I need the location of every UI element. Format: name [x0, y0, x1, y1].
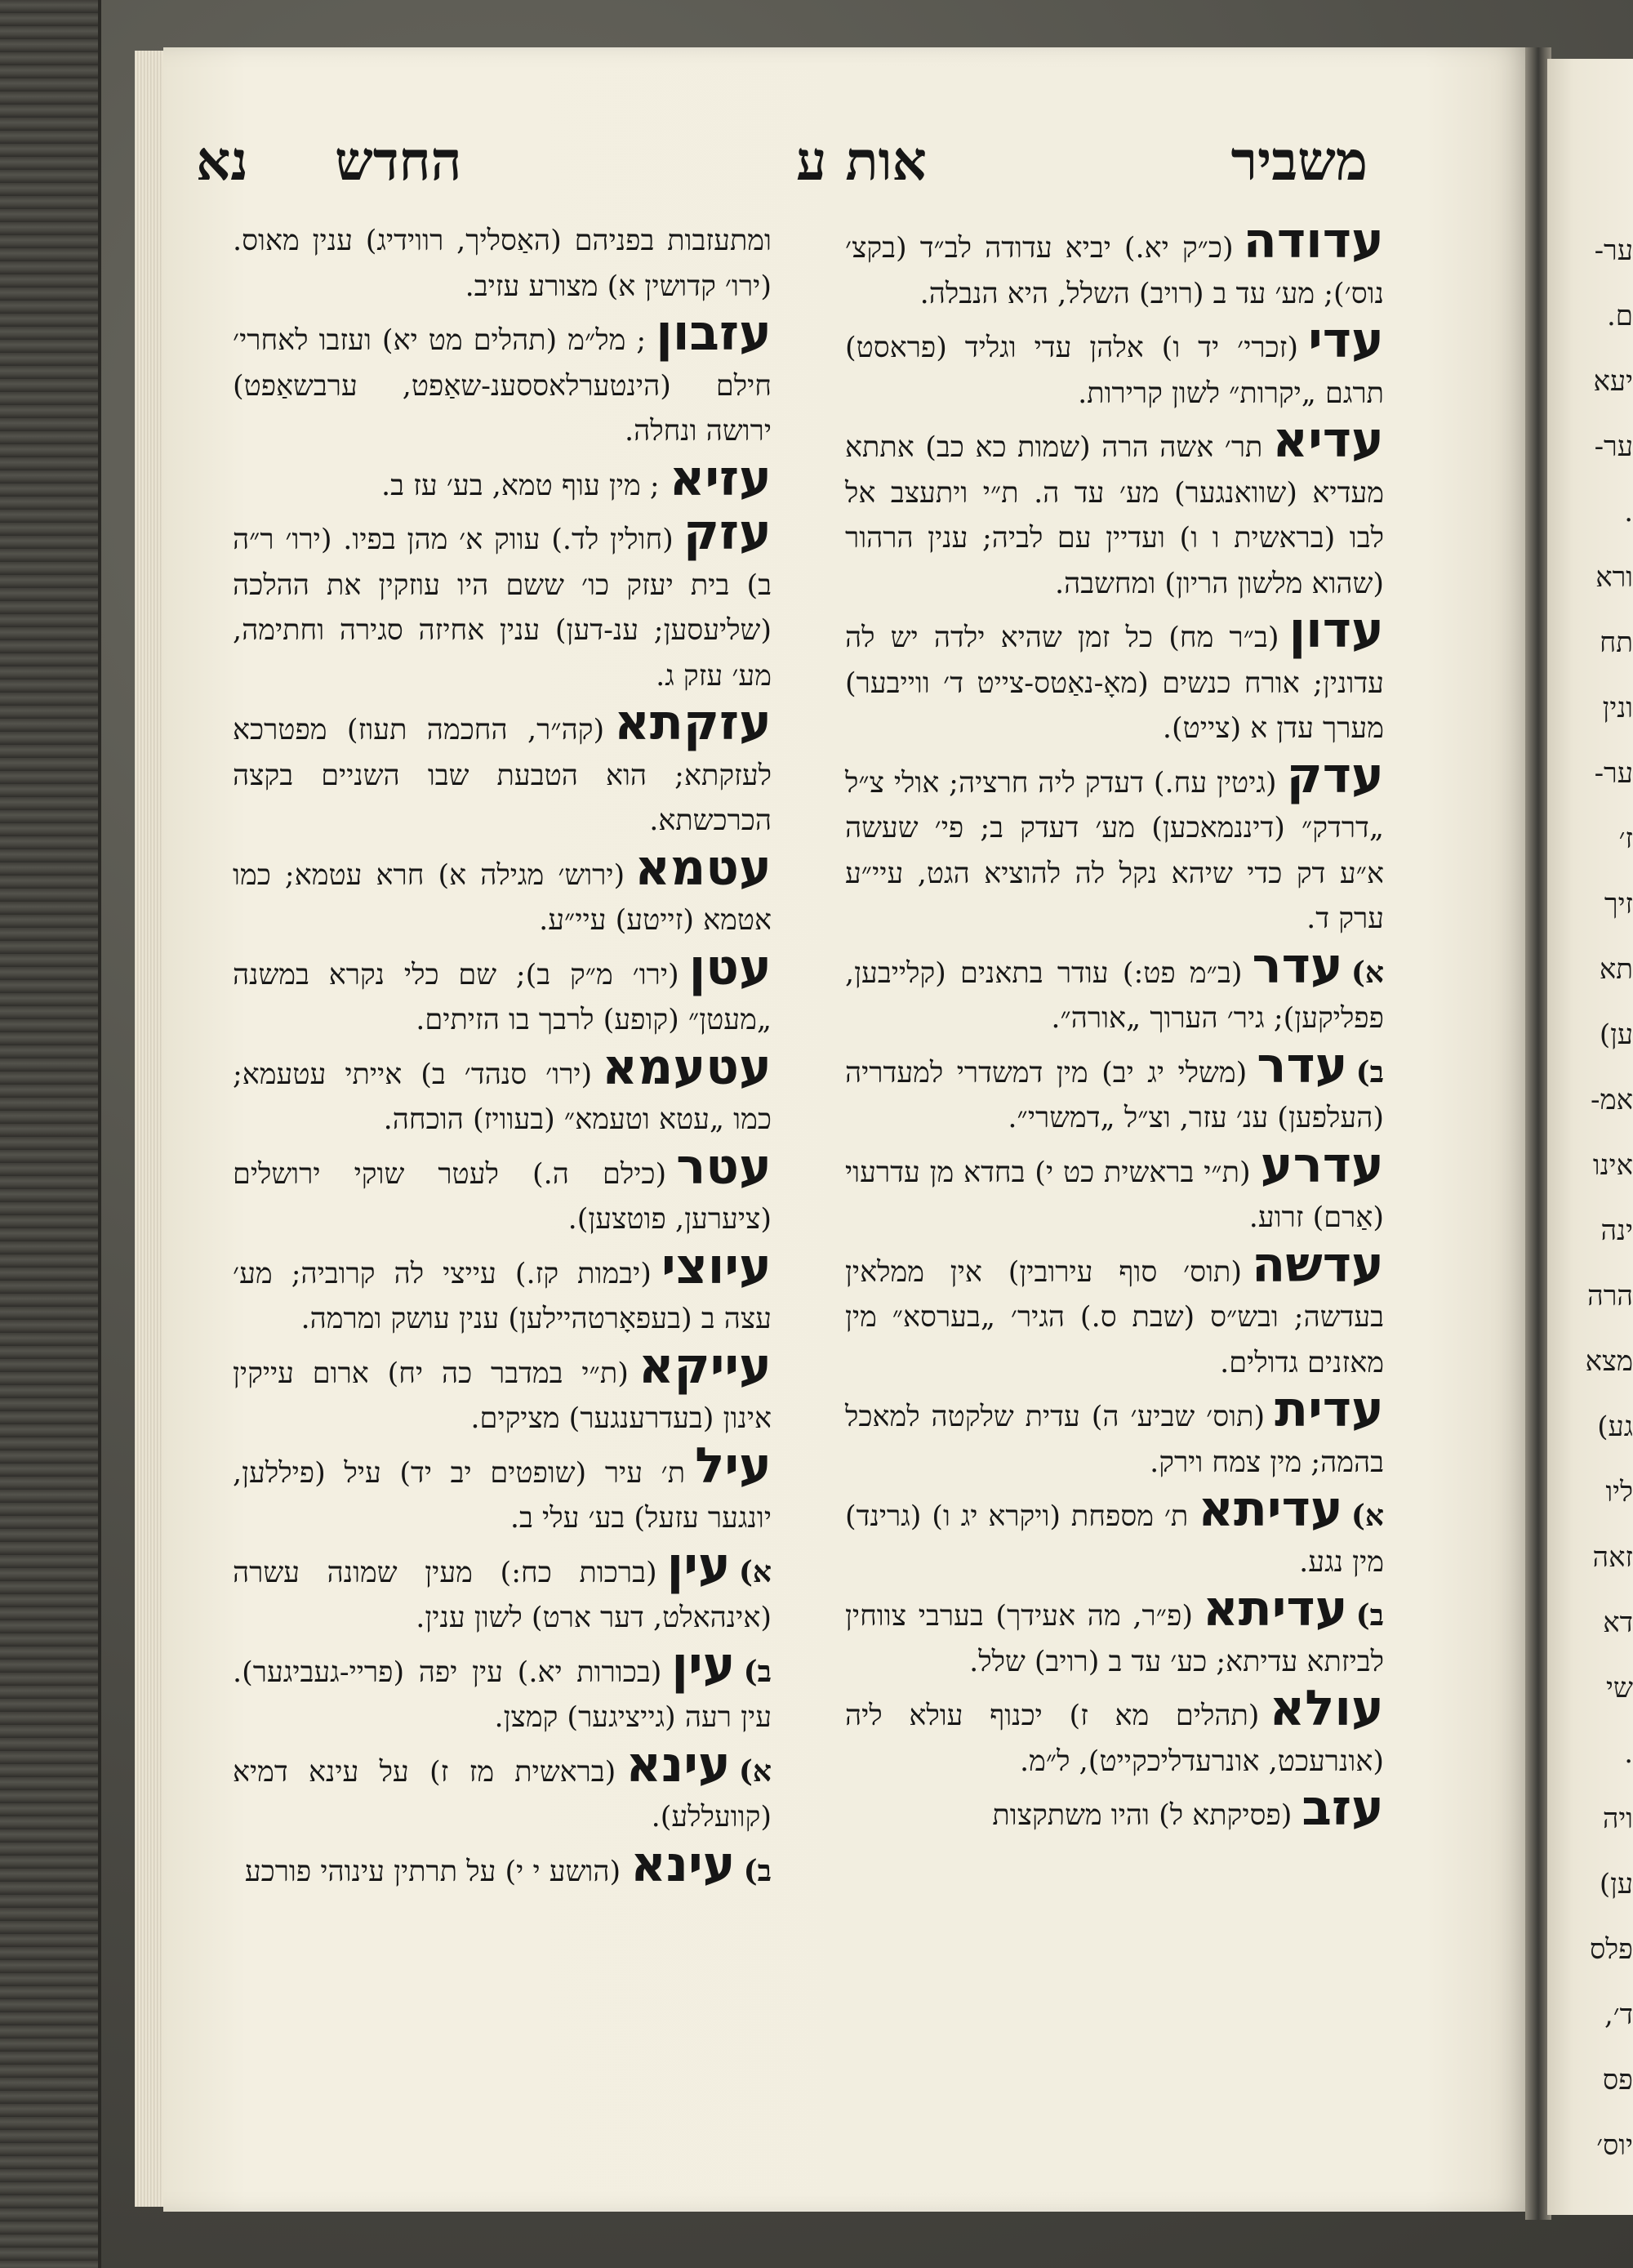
facing-page-fragment: תח	[1600, 626, 1633, 659]
dictionary-entry	[845, 746, 1384, 942]
dictionary-entry	[233, 694, 772, 844]
dictionary-entry	[845, 1481, 1384, 1585]
facing-page-fragment: דא	[1603, 1606, 1633, 1639]
entry-headword: עטן	[688, 938, 772, 996]
header-right: משביר	[1230, 129, 1368, 193]
facing-page-fragment: .	[1624, 1737, 1633, 1770]
entry-definition: ומתעזבות בפניהם (האַסליך, רווידיג) ענין מאוס. (ירו׳ קדושין א) מצורע עזיב.	[233, 225, 772, 303]
dictionary-entry	[233, 839, 772, 944]
entry-headword: עדית	[1275, 1381, 1384, 1438]
dictionary-entry	[845, 1381, 1384, 1486]
entry-headword: עולא	[1269, 1680, 1384, 1737]
page-number: נא	[196, 129, 248, 193]
facing-page-fragment: ונין	[1602, 692, 1633, 724]
dictionary-entry	[233, 1536, 772, 1642]
entry-definition: (ב״ר מח) כל זמן שהיא ילדה יש לה עדונין; אורח כנשים (מאָ-נאַטס-צייט ד׳ ווייבער) מערך עדן א (צייט).	[845, 622, 1384, 745]
facing-page-fragment: גע)	[1597, 1410, 1633, 1443]
entry-number: א)	[738, 1753, 772, 1789]
dictionary-entry	[233, 1636, 772, 1741]
dictionary-entry	[845, 1036, 1384, 1142]
entry-number: ב)	[1355, 1598, 1384, 1633]
facing-page-fragment: ורא	[1595, 561, 1633, 594]
entry-headword: עיל	[695, 1437, 772, 1495]
right-column	[845, 212, 1384, 1841]
facing-page-fragment: ען)	[1599, 1868, 1633, 1900]
entry-number: א)	[1350, 1499, 1384, 1533]
entry-definition: (ברכות כח:) מעין שמונה עשרה (אינהאלט, דער ארט) לשון ענין.	[233, 1556, 772, 1634]
entry-definition: (בכורות יא.) עין יפה (פריי-געביגער). עין רעה (גייציגער) קמצן.	[233, 1655, 772, 1734]
entry-number: ב)	[1355, 1054, 1384, 1089]
facing-page-edge	[1547, 59, 1633, 2215]
entry-headword: עיוצי	[661, 1237, 772, 1295]
entry-headword: עטמא	[634, 839, 772, 897]
dictionary-entry	[233, 1337, 772, 1442]
dictionary-entry	[845, 1580, 1384, 1685]
facing-page-fragment: ז׳	[1618, 822, 1633, 855]
entry-headword: עדרע	[1260, 1136, 1384, 1194]
entry-definition: (ירוש׳ מגילה א) חרא עטמא; כמו אטמא (זייטע) עיי״ע.	[233, 858, 772, 937]
entry-definition: (בראשית מז ז) על עינא דמיא (קוועללע).	[233, 1755, 772, 1834]
dictionary-entry	[845, 937, 1384, 1042]
facing-page-fragment: מצא	[1585, 1345, 1633, 1378]
facing-page-fragment: פס	[1602, 2064, 1633, 2096]
facing-page-fragment: שי	[1606, 1672, 1633, 1704]
entry-headword: עטעמא	[602, 1038, 772, 1096]
entry-definition: (תוס׳ סוף עירובין) אין ממלאין בעדשה; ובש״ס (שבת ס.) הגיר׳ „בערסא״ מין מאזנים גדולים.	[845, 1255, 1384, 1379]
entry-headword: עזב	[1302, 1780, 1384, 1837]
entry-headword: עזק	[683, 504, 772, 561]
dictionary-entry	[233, 219, 772, 310]
facing-page-fragment: ען)	[1599, 1018, 1633, 1051]
entry-headword: עדיתא	[1198, 1481, 1343, 1538]
dictionary-entry	[233, 938, 772, 1044]
entry-headword: עינא	[630, 1835, 736, 1893]
dictionary-entry	[845, 312, 1384, 417]
entry-headword: עזקתא	[614, 694, 772, 751]
entry-headword: עדיא	[1272, 412, 1384, 469]
dictionary-entry	[845, 1680, 1384, 1785]
facing-page-fragment: ער-	[1594, 234, 1633, 267]
dictionary-entry	[233, 1835, 772, 1896]
page-edges	[135, 51, 167, 2207]
facing-page-fragment: אינו	[1592, 1149, 1633, 1182]
header-left: החדש	[335, 129, 462, 193]
facing-page-fragment: אמ-	[1590, 1084, 1633, 1116]
entry-definition: (כ״ק יא.) יביא עדודה לב״ד (בקצ׳ נוס׳); מע׳ עד ב (רויב) השלל, היא הנבלה.	[845, 232, 1384, 310]
entry-definition: (ירו׳ סנהד׳ ב) אייתי עטעמא; כמו „עטא וטעמא״ (בעוויז) הוכחה.	[233, 1058, 772, 1136]
facing-page-fragment: ד׳,	[1604, 1998, 1633, 2031]
dictionary-entry	[233, 1437, 772, 1542]
entry-headword: עין	[666, 1536, 731, 1594]
facing-page-fragment: הרה	[1587, 1280, 1633, 1312]
facing-page-fragment: יוס׳	[1596, 2129, 1633, 2162]
entry-headword: עדון	[1288, 602, 1384, 659]
entry-definition: (משלי יג יב) מין דמשדרי למעדריה (העלפען) ענ׳ עזר, וצ״ל „דמשרי״.	[845, 1056, 1384, 1134]
entry-headword: עדר	[1257, 1036, 1348, 1094]
entry-definition: (כילם ה.) לעטר שוקי ירושלים (ציערען, פוטצען).	[233, 1157, 772, 1236]
facing-page-fragment: זאה	[1592, 1541, 1633, 1574]
entry-headword: עדר	[1252, 937, 1343, 995]
entry-headword: עדי	[1308, 312, 1384, 369]
entry-definition: (ירו׳ מ״ק ב); שם כלי נקרא במשנה „מעטן״ (קופע) לרבך בו הזיתים.	[233, 958, 772, 1036]
entry-headword: עטר	[676, 1138, 772, 1196]
dictionary-entry	[233, 449, 772, 510]
entry-definition: ת׳ עיר (שופטים יב יד) עיל (פיללען, יונגער עזעל) בע׳ עלי ב.	[233, 1456, 772, 1535]
entry-headword: עינא	[625, 1736, 731, 1793]
entry-headword: עייקא	[638, 1337, 772, 1395]
dictionary-entry	[845, 1136, 1384, 1241]
dictionary-entry	[845, 212, 1384, 317]
entry-definition: (יבמות קז.) עייצי לה קרוביה; מע׳ עצה ב (בעפאָרטהיילען) ענין עושק ומרמה.	[233, 1257, 772, 1335]
dictionary-entry	[233, 305, 772, 455]
entry-definition: (גיטין עח.) דעדק ליה חרציה; אולי צ״ל „דרדק״ (דיננמאכען) מע׳ דעדק ב; פי׳ שעשה א״ע דק כדי שיהא נקל לה להוציא הגט, עיי״ע ערק ד.	[845, 766, 1384, 935]
entry-number: א)	[1350, 955, 1384, 990]
dictionary-entry	[233, 1237, 772, 1343]
facing-page-fragment: ם.	[1606, 300, 1633, 332]
facing-page-fragment: פלס	[1589, 1933, 1633, 1966]
facing-page-fragment: ליו	[1605, 1476, 1633, 1508]
dictionary-entry	[233, 1736, 772, 1841]
entry-definition: (קה״ר, החכמה תעוז) מפטרכא לעזקתא; הוא הטבעת שבו השניים בקצה הכרכשתא.	[233, 714, 772, 837]
header-middle: אות ע	[796, 129, 927, 193]
dictionary-entry	[845, 602, 1384, 752]
entry-definition: (חולין לד.) עווק א׳ מהן בפיו. (ירו׳ ר״ה ב) בית יעזק כו׳ ששם היו עוזקין את ההלכה (שליעסען; ענ-דען) ענין אחיזה סגירה וחתימה, מע׳ עזק ג.	[233, 524, 772, 693]
entry-headword: עזיא	[669, 449, 772, 507]
dictionary-entry	[845, 1236, 1384, 1387]
entry-headword: עדיתא	[1203, 1580, 1348, 1638]
entry-number: ב)	[743, 1654, 772, 1689]
entry-headword: עדודה	[1243, 212, 1384, 270]
dictionary-entry	[233, 504, 772, 699]
entry-definition: (הושע י י) על תרתין עינוהי פורכע	[244, 1855, 621, 1888]
entry-headword: עין	[671, 1636, 736, 1694]
dictionary-entry	[845, 412, 1384, 607]
entry-definition: ת׳ מספחת (ויקרא יג ו) (גרינד) מין נגע.	[845, 1500, 1384, 1579]
entry-definition: תר׳ אשה הרה (שמות כא כב) אתתא מעדיא (שוואנגער) מע׳ עד ה. ת״י ויתעצב אל לבו (בראשית ו ו) ועדיין עם לביה; ענין הרהור (שהוא מלשון הריון) ומחשבה.	[845, 431, 1384, 600]
entry-number: ב)	[743, 1853, 772, 1888]
facing-page-fragment: ויה	[1602, 1802, 1633, 1835]
facing-page-fragment: יעא	[1593, 365, 1633, 398]
book-spine	[0, 0, 101, 2268]
entry-definition: (פ״ר, מה אעידך) בערבי צווחין לביזתא עדיתא; כע׳ עד ב (רויב) שלל.	[845, 1600, 1384, 1678]
entry-definition: (ב״מ פט:) עודר בתאנים (קלייבען, פפליקען); גיר׳ הערוך „אורה״.	[845, 956, 1384, 1035]
dictionary-entry	[233, 1038, 772, 1143]
book-page	[163, 47, 1535, 2212]
entry-definition: (ת״י במדבר כה יח) ארום עייקין אינון (בעדרענגער) מציקים.	[233, 1357, 772, 1435]
facing-page-fragment: ער-	[1594, 757, 1633, 790]
facing-page-fragment: ינה	[1600, 1214, 1633, 1247]
facing-page-fragment: ער-	[1594, 430, 1633, 463]
entry-headword: עדק	[1286, 746, 1384, 804]
entry-headword: עזבון	[656, 305, 772, 362]
entry-definition: (תוס׳ שביע׳ ה) עדית שלקטה למאכל בהמה; מין צמח וירק.	[845, 1401, 1384, 1479]
entry-definition: ; מין עוף טמא, בע׳ עז ב.	[381, 469, 660, 502]
facing-page-fragment: .	[1624, 496, 1633, 528]
facing-page-fragment: תא	[1599, 953, 1633, 986]
left-column	[233, 219, 772, 1896]
dictionary-entry	[845, 1780, 1384, 1839]
facing-page-fragment: זיך	[1604, 888, 1633, 920]
entry-definition: (זכרי׳ יד ו) אלהן עדי וגליד (פראסט) תרגם „יקרות״ לשון קרירות.	[845, 332, 1384, 410]
entry-definition: ; מל״מ (תהלים מט יא) ועזבו לאחרי׳ חילם (הינטערלאססענ-שאַפט, ערבשאַפט) ירושה ונחלה.	[233, 324, 772, 448]
entry-definition: (תהלים מא ז) יכנוף עולא ליה (אונרעכט, אונרעדליכקייט), ל״מ.	[845, 1700, 1384, 1778]
entry-definition: (פסיקתא ל) והיו משתקצות	[992, 1799, 1293, 1832]
entry-definition: (ת״י בראשית כט י) בחדא מן עדרעוי (אַרם) זרוע.	[845, 1156, 1384, 1234]
entry-number: א)	[738, 1554, 772, 1589]
dictionary-entry	[233, 1138, 772, 1243]
entry-headword: עדשה	[1252, 1236, 1384, 1294]
